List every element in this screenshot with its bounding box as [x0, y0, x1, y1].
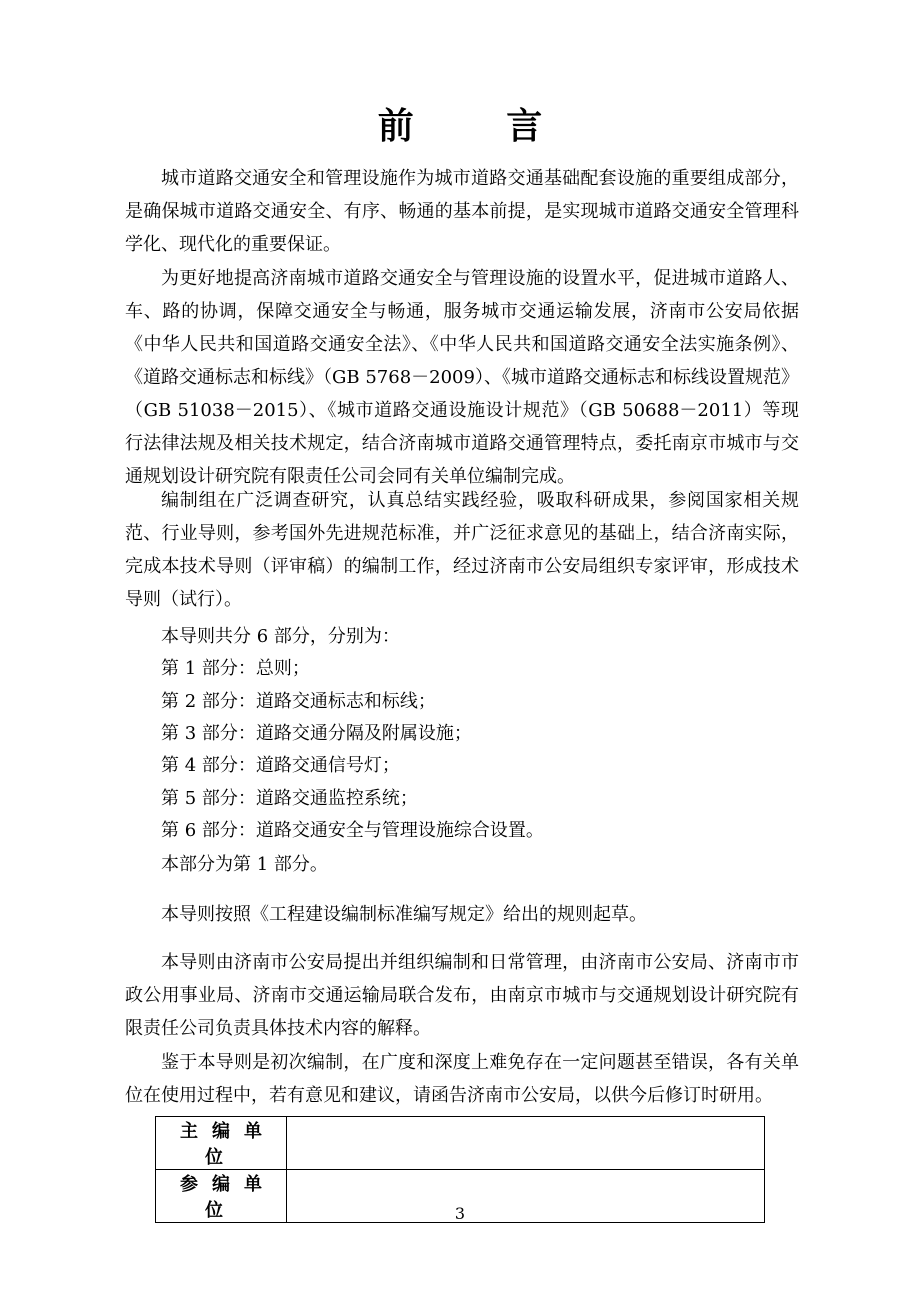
table-row [156, 1117, 765, 1170]
chief-unit-value [287, 1117, 765, 1170]
part-item-4: 第 4 部分：道路交通信号灯； [161, 755, 400, 776]
drafting-rule: 本导则按照《工程建设编制标准编写规定》给出的规则起草。 [161, 904, 647, 925]
feedback-paragraph: 鉴于本导则是初次编制，在广度和深度上难免存在一定问题甚至错误，各有关单位在使用过程中，若有意见和建议，请函告济南市公安局，以供今后修订时研用。 [125, 1052, 799, 1106]
page-number: 3 [454, 1204, 466, 1223]
part-item-1: 第 1 部分：总则； [161, 658, 310, 679]
parts-intro: 本导则共分 6 部分，分别为： [161, 626, 400, 647]
chief-unit-label: 主编单位 [156, 1117, 287, 1170]
intro-paragraph-3: 编制组在广泛调查研究，认真总结实践经验，吸取科研成果，参阅国家相关规范、行业导则，参考国外先进规范标准，并广泛征求意见的基础上，结合济南实际，完成本技术导则（评审稿）的编制工作，经过济南市公安局组织专家评审，形成技术导则（试行）。 [125, 490, 799, 610]
participant-unit-label: 参编单位 [156, 1170, 287, 1223]
part-item-6: 第 6 部分：道路交通安全与管理设施综合设置。 [161, 820, 544, 841]
intro-paragraph-1: 城市道路交通安全和管理设施作为城市道路交通基础配套设施的重要组成部分，是确保城市道路交通安全、有序、畅通的基本前提，是实现城市道路交通安全管理科学化、现代化的重要保证。 [125, 168, 799, 255]
part-item-3: 第 3 部分：道路交通分隔及附属设施； [161, 723, 472, 744]
part-item-2: 第 2 部分：道路交通标志和标线； [161, 691, 436, 712]
part-item-5: 第 5 部分：道路交通监控系统； [161, 788, 418, 809]
this-part-note: 本部分为第 1 部分。 [161, 854, 328, 875]
management-paragraph: 本导则由济南市公安局提出并组织编制和日常管理，由济南市公安局、济南市市政公用事业局、济南市交通运输局联合发布，由南京市城市与交通规划设计研究院有限责任公司负责具体技术内容的解释。 [125, 952, 799, 1039]
page-title: 前 言 [377, 105, 583, 147]
intro-paragraph-2: 为更好地提高济南城市道路交通安全与管理设施的设置水平，促进城市道路人、车、路的协调，保障交通安全与畅通，服务城市交通运输发展，济南市公安局依据《中华人民共和国道路交通安全法》、《中华人民共和国道路交通安全法实施条例》、《道路交通标志和标线》（GB 5768－2009）、《城市道路交通标志和标线设置规范》（GB 51038－2015）、《城市道路交通设施设计规范》（GB 50688－2011）等现行法律法规及相关技术规定，结合济南城市道路交通管理特点，委托南京市城市与交通规划设计研究院有限责任公司会同有关单位编制完成。 [125, 268, 799, 487]
